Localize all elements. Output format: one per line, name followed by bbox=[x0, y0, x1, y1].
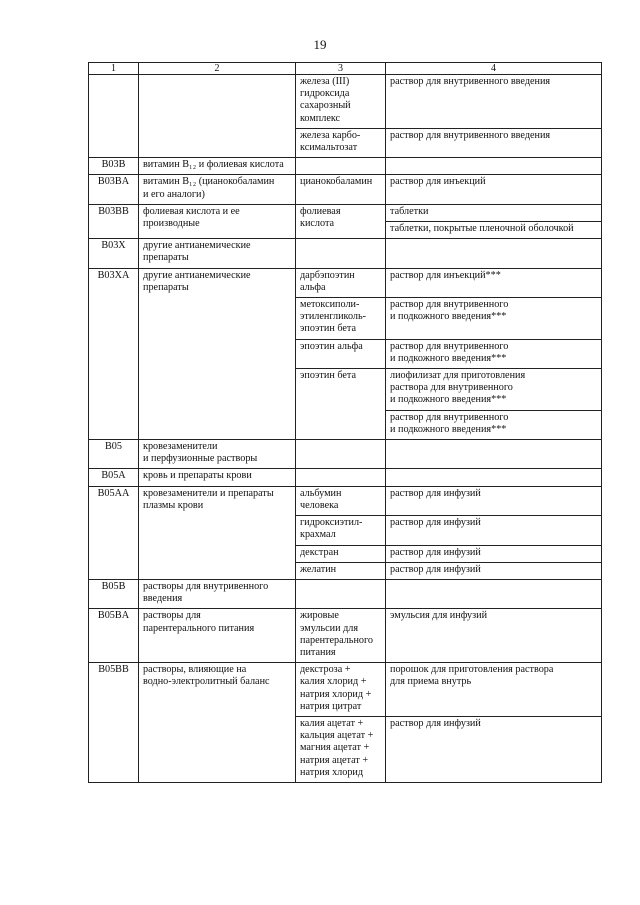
substance-cell: эпоэтин альфа bbox=[296, 339, 386, 368]
substance-cell: калия ацетат + кальция ацетат + магния ацетат + натрия ацетат + натрия хлорид bbox=[296, 716, 386, 782]
dosage-form-cell: раствор для внутривенного введения bbox=[386, 75, 602, 129]
dosage-form-cell bbox=[386, 239, 602, 268]
header-cell: 4 bbox=[386, 63, 602, 75]
dosage-form-cell: раствор для внутривенного и подкожного введения*** bbox=[386, 410, 602, 439]
dosage-form-cell: таблетки bbox=[386, 204, 602, 221]
header-cell: 2 bbox=[139, 63, 296, 75]
dosage-form-cell: эмульсия для инфузий bbox=[386, 609, 602, 663]
substance-cell: метоксиполи- этиленгликоль- эпоэтин бета bbox=[296, 298, 386, 340]
atc-code-cell: B03B bbox=[89, 158, 139, 175]
group-name-cell: растворы для внутривенного введения bbox=[139, 579, 296, 608]
substance-cell bbox=[296, 158, 386, 175]
table-row bbox=[89, 268, 602, 297]
table-body bbox=[89, 75, 602, 783]
dosage-form-cell: раствор для инфузий bbox=[386, 516, 602, 545]
table-row bbox=[89, 486, 602, 515]
header-cell: 3 bbox=[296, 63, 386, 75]
atc-code-cell: B03BA bbox=[89, 175, 139, 204]
group-name-cell: витамин B₁₂ и фолиевая кислота bbox=[139, 158, 296, 175]
group-name-cell: другие антианемические препараты bbox=[139, 239, 296, 268]
table-row bbox=[89, 663, 602, 717]
substance-cell: железа карбо- ксимальтозат bbox=[296, 128, 386, 157]
dosage-form-cell: раствор для внутривенного введения bbox=[386, 128, 602, 157]
substance-cell: альбумин человека bbox=[296, 486, 386, 515]
substance-cell: железа (III) гидроксида сахарозный комплекс bbox=[296, 75, 386, 129]
dosage-form-cell bbox=[386, 158, 602, 175]
substance-cell: гидроксиэтил- крахмал bbox=[296, 516, 386, 545]
dosage-form-cell: раствор для инфузий bbox=[386, 545, 602, 562]
substance-cell: жировые эмульсии для парентерального питания bbox=[296, 609, 386, 663]
atc-code-cell: B05B bbox=[89, 579, 139, 608]
header-row bbox=[89, 63, 602, 75]
atc-code-cell: B03BB bbox=[89, 204, 139, 238]
table-row bbox=[89, 204, 602, 221]
atc-code-cell: B05BB bbox=[89, 663, 139, 783]
group-name-cell: кровезаменители и перфузионные растворы bbox=[139, 440, 296, 469]
group-name-cell: растворы, влияющие на водно-электролитный баланс bbox=[139, 663, 296, 783]
dosage-form-cell: раствор для инъекций*** bbox=[386, 268, 602, 297]
dosage-form-cell: раствор для инфузий bbox=[386, 486, 602, 515]
dosage-form-cell: раствор для внутривенного и подкожного введения*** bbox=[386, 298, 602, 340]
atc-code-cell: B03X bbox=[89, 239, 139, 268]
table-row bbox=[89, 609, 602, 663]
dosage-form-cell: порошок для приготовления раствора для приема внутрь bbox=[386, 663, 602, 717]
substance-cell: желатин bbox=[296, 562, 386, 579]
header-cell: 1 bbox=[89, 63, 139, 75]
atc-code-cell: B05A bbox=[89, 469, 139, 486]
table-row bbox=[89, 239, 602, 268]
group-name-cell bbox=[139, 75, 296, 158]
substance-cell: декстран bbox=[296, 545, 386, 562]
group-name-cell: кровь и препараты крови bbox=[139, 469, 296, 486]
atc-code-cell: B03XA bbox=[89, 268, 139, 439]
table-row bbox=[89, 440, 602, 469]
page-number: 19 bbox=[313, 37, 327, 52]
group-name-cell: витамин B₁₂ (цианокобаламин и его аналоги) bbox=[139, 175, 296, 204]
substance-cell: декстроза + калия хлорид + натрия хлорид + натрия цитрат bbox=[296, 663, 386, 717]
substance-cell bbox=[296, 239, 386, 268]
atc-code-cell: B05BA bbox=[89, 609, 139, 663]
substance-cell bbox=[296, 440, 386, 469]
substance-cell: фолиевая кислота bbox=[296, 204, 386, 238]
dosage-form-cell: таблетки, покрытые пленочной оболочкой bbox=[386, 222, 602, 239]
table-row bbox=[89, 75, 602, 129]
dosage-form-cell bbox=[386, 440, 602, 469]
dosage-form-cell bbox=[386, 469, 602, 486]
table-row bbox=[89, 579, 602, 608]
dosage-form-cell: лиофилизат для приготовления раствора для внутривенного и подкожного введения*** bbox=[386, 369, 602, 411]
dosage-form-cell: раствор для инъекций bbox=[386, 175, 602, 204]
substance-cell: дарбэпоэтин альфа bbox=[296, 268, 386, 297]
group-name-cell: фолиевая кислота и ее производные bbox=[139, 204, 296, 238]
dosage-form-cell bbox=[386, 579, 602, 608]
drug-table bbox=[88, 62, 602, 783]
substance-cell bbox=[296, 469, 386, 486]
substance-cell: цианокобаламин bbox=[296, 175, 386, 204]
group-name-cell: другие антианемические препараты bbox=[139, 268, 296, 439]
atc-code-cell: B05 bbox=[89, 440, 139, 469]
dosage-form-cell: раствор для инфузий bbox=[386, 716, 602, 782]
group-name-cell: растворы для парентерального питания bbox=[139, 609, 296, 663]
dosage-form-cell: раствор для внутривенного и подкожного введения*** bbox=[386, 339, 602, 368]
atc-code-cell bbox=[89, 75, 139, 158]
table-row bbox=[89, 175, 602, 204]
substance-cell bbox=[296, 579, 386, 608]
table-row bbox=[89, 158, 602, 175]
table-row bbox=[89, 469, 602, 486]
atc-code-cell: B05AA bbox=[89, 486, 139, 579]
group-name-cell: кровезаменители и препараты плазмы крови bbox=[139, 486, 296, 579]
dosage-form-cell: раствор для инфузий bbox=[386, 562, 602, 579]
substance-cell: эпоэтин бета bbox=[296, 369, 386, 440]
